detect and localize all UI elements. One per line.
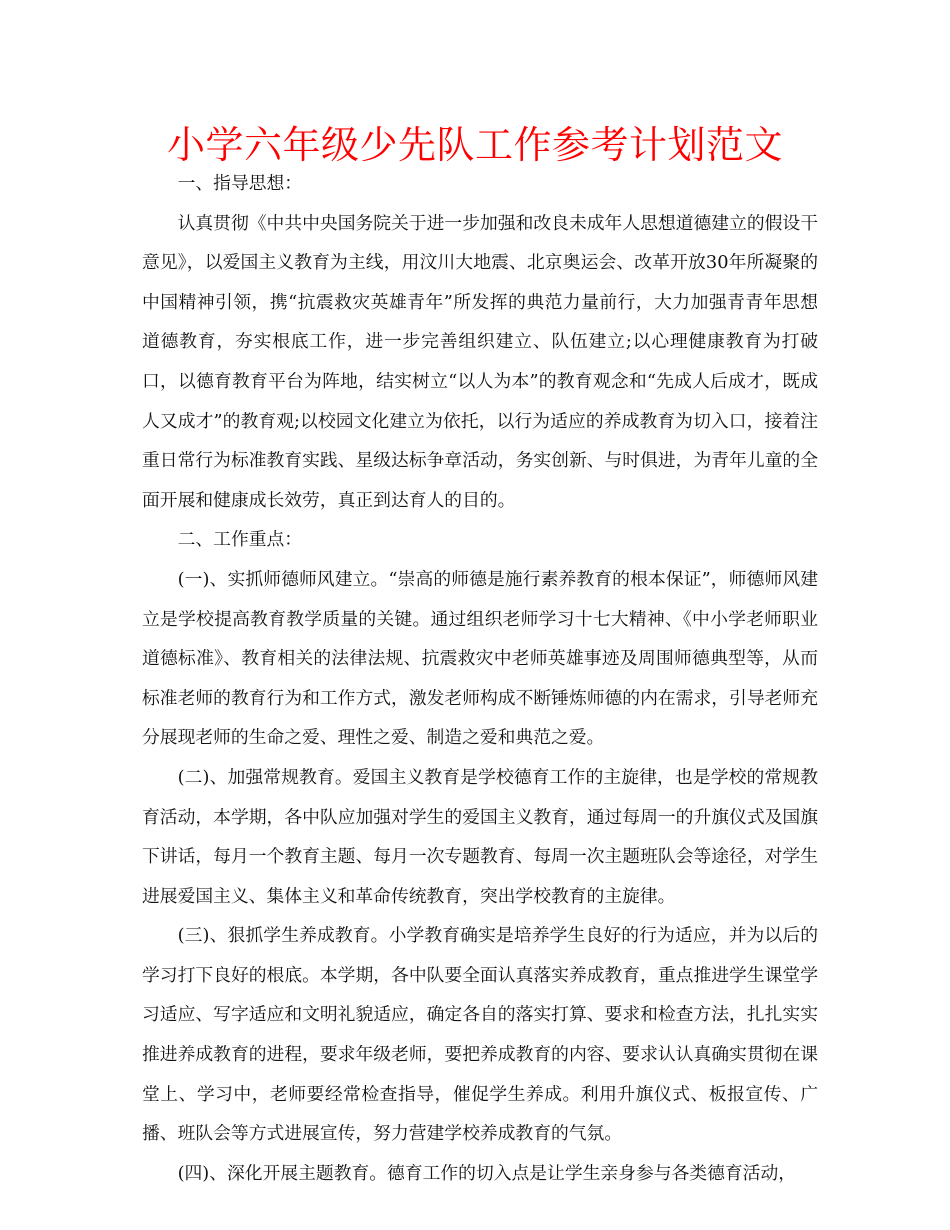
paragraph-teacher-ethics: (一)、实抓师德师风建立。“崇高的师德是施行素养教育的根本保证”，师德师风建立是学校提高教育教学质量的关键。通过组织老师学习十七大精神、《中小学老师职业道德标准》、教育相关的法律法规、抗震救灾中老师英雄事迹及周围师德典型等，从而标准老师的教育行为和工作方式，激发老师构成不断锤炼师德的内在需求，引导老师充分展现老师的生命之爱、理性之爱、制造之爱和典范之爱。 <box>142 568 818 749</box>
document-body <box>142 164 818 1193</box>
page-title: 小学六年级少先队工作参考计划范文 <box>166 123 783 167</box>
paragraph-theme-education: (四)、深化开展主题教育。德育工作的切入点是让学生亲身参与各类德育活动， <box>177 1162 797 1184</box>
paragraph-habit-education: (三)、狠抓学生养成教育。小学教育确实是培养学生良好的行为适应，并为以后的学习打下良好的根底。本学期，各中队要全面认真落实养成教育，重点推进学生课堂学习适应、写字适应和文明礼貌适应，确定各自的落实打算、要求和检查方法，扎扎实实推进养成教育的进程，要求年级老师，要把养成教育的内容、要求认认真确实贯彻在课堂上、学习中，老师要经常检查指导，催促学生养成。利用升旗仪式、板报宣传、广播、班队会等方式进展宣传，努力营建学校养成教育的气氛。 <box>142 925 818 1145</box>
heading-guiding-thought: 一、指导思想： <box>177 173 303 194</box>
heading-work-focus: 二、工作重点： <box>177 529 303 551</box>
paragraph-guiding-thought: 认真贯彻《中共中央国务院关于进一步加强和改良未成年人思想道德建立的假设干意见》，以爱国主义教育为主线，用汶川大地震、北京奥运会、改革开放30年所凝聚的中国精神引领，携“抗震救灾英雄青年”所发挥的典范力量前行，大力加强青青年思想道德教育，夯实根底工作，进一步完善组织建立、队伍建立;以心理健康教育为打破口，以德育教育平台为阵地，结实树立“以人为本”的教育观念和“先成人后成才，既成人又成才”的教育观;以校园文化建立为依托，以行为适应的养成教育为切入口，接着注重日常行为标准教育实践、星级达标争章活动，务实创新、与时俱进，为青年儿童的全面开展和健康成长效劳，真正到达育人的目的。 <box>142 212 818 511</box>
paragraph-routine-education: (二)、加强常规教育。爱国主义教育是学校德育工作的主旋律，也是学校的常规教育活动，本学期，各中队应加强对学生的爱国主义教育，通过每周一的升旗仪式及国旗下讲话，每月一个教育主题、每月一次专题教育、每周一次主题班队会等途径，对学生进展爱国主义、集体主义和革命传统教育，突出学校教育的主旋律。 <box>142 766 818 907</box>
